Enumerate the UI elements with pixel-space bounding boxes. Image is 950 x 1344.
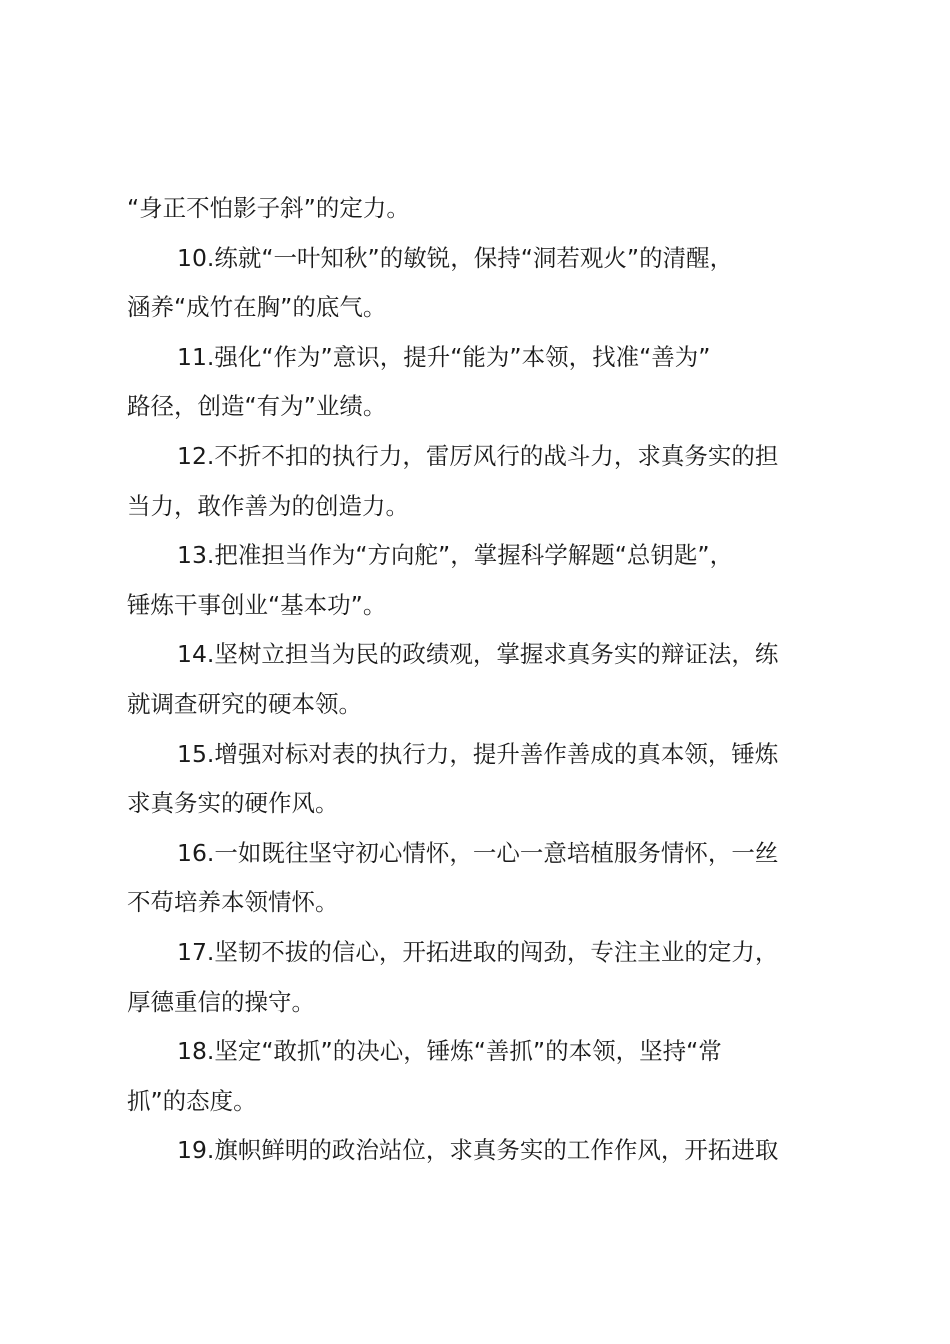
list-item-14-line-2: 就调查研究的硬本领。 [127,689,362,718]
list-item-10-line-1: 10.练就“一叶知秋”的敏锐，保持“洞若观火”的清醒， [177,243,734,272]
list-item-10-line-2: 涵养“成竹在胸”的底气。 [127,293,387,322]
list-item-12-line-2: 当力，敢作善为的创造力。 [127,491,409,520]
document-body [127,184,833,1176]
list-item-18-line-2: 抓”的态度。 [127,1086,257,1115]
list-item-15-line-1: 15.增强对标对表的执行力，提升善作善成的真本领，锤炼 [177,739,779,768]
list-item-17-line-2: 厚德重信的操守。 [127,987,315,1016]
list-item-11-line-1: 11.强化“作为”意识，提升“能为”本领，找准“善为” [177,342,711,371]
list-item-11-line-2: 路径，创造“有为”业绩。 [127,392,387,421]
list-item-13-line-1: 13.把准担当作为“方向舵”，掌握科学解题“总钥匙”， [177,541,734,570]
text-line: “身正不怕影子斜”的定力。 [127,194,410,222]
list-item-15-line-2: 求真务实的硬作风。 [127,789,339,818]
list-item-14-line-1: 14.坚树立担当为民的政绩观，掌握求真务实的辩证法，练 [177,640,779,669]
list-item-16-line-1: 16.一如既往坚守初心情怀，一心一意培植服务情怀，一丝 [177,838,779,867]
list-item-17-line-1: 17.坚韧不拔的信心，开拓进取的闯劲，专注主业的定力， [177,937,779,966]
list-item-12-line-1: 12.不折不扣的执行力，雷厉风行的战斗力，求真务实的担 [177,441,779,470]
list-item-16-line-2: 不苟培养本领情怀。 [127,888,339,917]
list-item-18-line-1: 18.坚定“敢抓”的决心，锤炼“善抓”的本领，坚持“常 [177,1037,722,1066]
list-item-13-line-2: 锤炼干事创业“基本功”。 [127,590,387,619]
list-item-19-line-1: 19.旗帜鲜明的政治站位，求真务实的工作作风，开拓进取 [177,1136,779,1165]
